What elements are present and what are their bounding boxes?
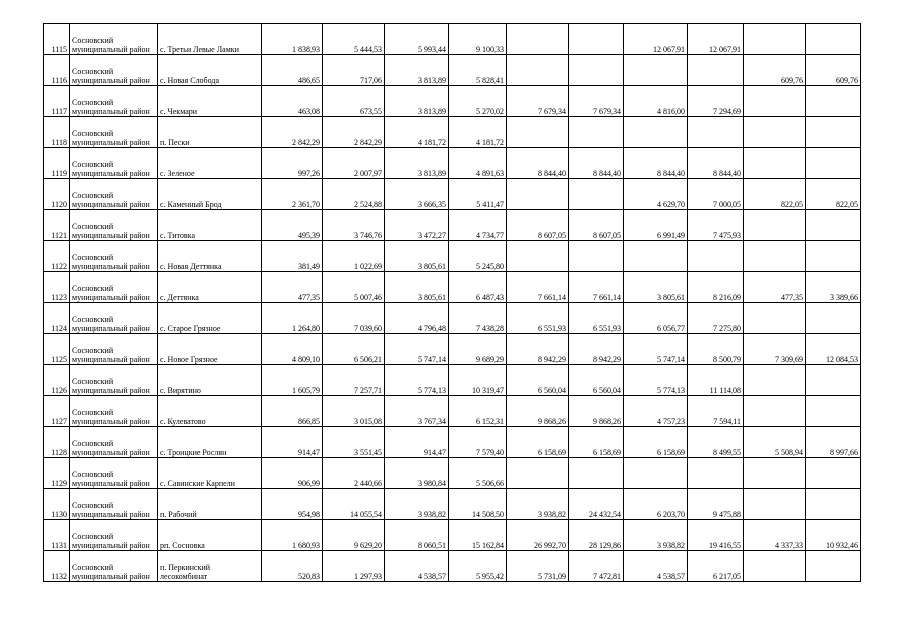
value-cell: 5 993,44: [385, 24, 449, 55]
value-cell: [744, 551, 806, 582]
value-cell: 8 216,09: [688, 272, 744, 303]
settlement-cell: с. Новая Слобода: [158, 55, 262, 86]
value-cell: [624, 55, 688, 86]
value-cell: 3 805,61: [624, 272, 688, 303]
settlement-cell: с. Новое Грязное: [158, 334, 262, 365]
value-cell: 3 813,89: [385, 148, 449, 179]
table-row: [44, 179, 861, 210]
district-cell: Сосновский муниципальный район: [70, 117, 158, 148]
value-cell: 4 181,72: [449, 117, 507, 148]
row-number: 1124: [44, 303, 70, 334]
table-row: [44, 520, 861, 551]
value-cell: 1 838,93: [262, 24, 323, 55]
tariff-table: [43, 23, 861, 582]
table-row: [44, 24, 861, 55]
value-cell: 28 129,86: [569, 520, 624, 551]
district-cell: Сосновский муниципальный район: [70, 303, 158, 334]
value-cell: 5 444,53: [323, 24, 385, 55]
value-cell: [744, 148, 806, 179]
value-cell: [806, 458, 861, 489]
value-cell: 6 217,05: [688, 551, 744, 582]
district-cell: Сосновский муниципальный район: [70, 489, 158, 520]
value-cell: 3 472,27: [385, 210, 449, 241]
value-cell: 8 500,79: [688, 334, 744, 365]
settlement-cell: п. Перкинский лесокомбинат: [158, 551, 262, 582]
table-row: [44, 55, 861, 86]
value-cell: [688, 117, 744, 148]
district-cell: Сосновский муниципальный район: [70, 148, 158, 179]
settlement-cell: с. Титовка: [158, 210, 262, 241]
value-cell: 10 319,47: [449, 365, 507, 396]
value-cell: 914,47: [385, 427, 449, 458]
settlement-cell: п. Пески: [158, 117, 262, 148]
value-cell: [507, 24, 569, 55]
value-cell: 5 774,13: [385, 365, 449, 396]
row-number: 1115: [44, 24, 70, 55]
row-number: 1129: [44, 458, 70, 489]
value-cell: [806, 303, 861, 334]
value-cell: 2 524,88: [323, 179, 385, 210]
settlement-cell: с. Каменный Брод: [158, 179, 262, 210]
value-cell: 3 938,82: [385, 489, 449, 520]
row-number: 1119: [44, 148, 70, 179]
tariff-table-sheet: [43, 23, 861, 582]
district-cell: Сосновский муниципальный район: [70, 551, 158, 582]
value-cell: [688, 55, 744, 86]
value-cell: 3 666,35: [385, 179, 449, 210]
value-cell: [744, 396, 806, 427]
value-cell: 15 162,84: [449, 520, 507, 551]
value-cell: 4 538,57: [385, 551, 449, 582]
value-cell: 8 844,40: [688, 148, 744, 179]
value-cell: 8 499,55: [688, 427, 744, 458]
value-cell: 5 506,66: [449, 458, 507, 489]
value-cell: 5 411,47: [449, 179, 507, 210]
value-cell: [806, 117, 861, 148]
district-cell: Сосновский муниципальный район: [70, 396, 158, 427]
value-cell: 7 579,40: [449, 427, 507, 458]
table-row: [44, 365, 861, 396]
value-cell: 4 891,63: [449, 148, 507, 179]
district-cell: Сосновский муниципальный район: [70, 179, 158, 210]
value-cell: [806, 86, 861, 117]
row-number: 1125: [44, 334, 70, 365]
settlement-cell: с. Третьи Левые Ламки: [158, 24, 262, 55]
value-cell: 4 796,48: [385, 303, 449, 334]
value-cell: [806, 241, 861, 272]
value-cell: 7 275,80: [688, 303, 744, 334]
value-cell: 6 560,04: [569, 365, 624, 396]
value-cell: 717,06: [323, 55, 385, 86]
table-row: [44, 148, 861, 179]
value-cell: 2 440,66: [323, 458, 385, 489]
value-cell: 4 337,33: [744, 520, 806, 551]
district-cell: Сосновский муниципальный район: [70, 272, 158, 303]
value-cell: 14 055,54: [323, 489, 385, 520]
value-cell: 486,65: [262, 55, 323, 86]
value-cell: 11 114,08: [688, 365, 744, 396]
value-cell: 9 689,29: [449, 334, 507, 365]
value-cell: [624, 458, 688, 489]
value-cell: 495,39: [262, 210, 323, 241]
value-cell: 3 938,82: [507, 489, 569, 520]
settlement-cell: с. Савинские Карпели: [158, 458, 262, 489]
value-cell: 3 813,89: [385, 55, 449, 86]
row-number: 1130: [44, 489, 70, 520]
value-cell: 5 747,14: [385, 334, 449, 365]
value-cell: 9 475,88: [688, 489, 744, 520]
district-cell: Сосновский муниципальный район: [70, 334, 158, 365]
value-cell: 997,26: [262, 148, 323, 179]
value-cell: 7 679,34: [507, 86, 569, 117]
value-cell: 6 158,69: [624, 427, 688, 458]
value-cell: 8 942,29: [507, 334, 569, 365]
table-row: [44, 334, 861, 365]
value-cell: [569, 458, 624, 489]
value-cell: 7 679,34: [569, 86, 624, 117]
table-row: [44, 427, 861, 458]
value-cell: 6 506,21: [323, 334, 385, 365]
district-cell: Сосновский муниципальный район: [70, 520, 158, 551]
value-cell: 6 551,93: [507, 303, 569, 334]
value-cell: 7 309,69: [744, 334, 806, 365]
value-cell: 477,35: [262, 272, 323, 303]
value-cell: [806, 365, 861, 396]
row-number: 1127: [44, 396, 70, 427]
settlement-cell: с. Вирятино: [158, 365, 262, 396]
table-row: [44, 458, 861, 489]
value-cell: 5 731,09: [507, 551, 569, 582]
value-cell: 4 809,10: [262, 334, 323, 365]
value-cell: 5 508,94: [744, 427, 806, 458]
row-number: 1116: [44, 55, 70, 86]
value-cell: [507, 179, 569, 210]
value-cell: 8 607,05: [507, 210, 569, 241]
table-row: [44, 210, 861, 241]
row-number: 1118: [44, 117, 70, 148]
value-cell: [744, 458, 806, 489]
value-cell: 9 868,26: [569, 396, 624, 427]
value-cell: 7 594,11: [688, 396, 744, 427]
value-cell: [806, 396, 861, 427]
value-cell: 10 932,46: [806, 520, 861, 551]
value-cell: 2 007,97: [323, 148, 385, 179]
settlement-cell: с. Зеленое: [158, 148, 262, 179]
value-cell: [507, 458, 569, 489]
value-cell: [806, 148, 861, 179]
settlement-cell: с. Деттянка: [158, 272, 262, 303]
value-cell: [569, 55, 624, 86]
settlement-cell: п. Рабочий: [158, 489, 262, 520]
value-cell: 9 868,26: [507, 396, 569, 427]
value-cell: [569, 241, 624, 272]
value-cell: [507, 117, 569, 148]
value-cell: 4 538,57: [624, 551, 688, 582]
value-cell: 3 805,61: [385, 241, 449, 272]
district-cell: Сосновский муниципальный район: [70, 24, 158, 55]
value-cell: 4 181,72: [385, 117, 449, 148]
row-number: 1117: [44, 86, 70, 117]
value-cell: 2 842,29: [262, 117, 323, 148]
district-cell: Сосновский муниципальный район: [70, 365, 158, 396]
value-cell: 5 270,02: [449, 86, 507, 117]
value-cell: 5 774,13: [624, 365, 688, 396]
table-row: [44, 117, 861, 148]
value-cell: 26 992,70: [507, 520, 569, 551]
settlement-cell: с. Новая Деттянка: [158, 241, 262, 272]
value-cell: 3 389,66: [806, 272, 861, 303]
value-cell: 906,99: [262, 458, 323, 489]
value-cell: 3 938,82: [624, 520, 688, 551]
value-cell: 477,35: [744, 272, 806, 303]
value-cell: 5 828,41: [449, 55, 507, 86]
value-cell: [744, 303, 806, 334]
row-number: 1131: [44, 520, 70, 551]
table-row: [44, 396, 861, 427]
value-cell: 6 203,70: [624, 489, 688, 520]
value-cell: 463,08: [262, 86, 323, 117]
value-cell: 3 980,84: [385, 458, 449, 489]
table-row: [44, 303, 861, 334]
value-cell: 822,05: [744, 179, 806, 210]
value-cell: 7 661,14: [569, 272, 624, 303]
value-cell: 5 955,42: [449, 551, 507, 582]
table-row: [44, 241, 861, 272]
value-cell: 3 551,45: [323, 427, 385, 458]
value-cell: [744, 489, 806, 520]
settlement-cell: с. Чекмари: [158, 86, 262, 117]
value-cell: 4 734,77: [449, 210, 507, 241]
value-cell: 6 158,69: [507, 427, 569, 458]
value-cell: 2 842,29: [323, 117, 385, 148]
value-cell: 609,76: [806, 55, 861, 86]
value-cell: [624, 117, 688, 148]
row-number: 1122: [44, 241, 70, 272]
value-cell: [806, 489, 861, 520]
value-cell: [744, 241, 806, 272]
table-row: [44, 489, 861, 520]
value-cell: 8 060,51: [385, 520, 449, 551]
value-cell: 6 991,49: [624, 210, 688, 241]
value-cell: 2 361,70: [262, 179, 323, 210]
value-cell: 5 747,14: [624, 334, 688, 365]
row-number: 1128: [44, 427, 70, 458]
value-cell: 6 487,43: [449, 272, 507, 303]
row-number: 1132: [44, 551, 70, 582]
value-cell: [569, 117, 624, 148]
value-cell: 9 100,33: [449, 24, 507, 55]
value-cell: 3 805,61: [385, 272, 449, 303]
value-cell: 7 661,14: [507, 272, 569, 303]
value-cell: [806, 551, 861, 582]
district-cell: Сосновский муниципальный район: [70, 427, 158, 458]
row-number: 1121: [44, 210, 70, 241]
value-cell: 6 152,31: [449, 396, 507, 427]
value-cell: 1 022,69: [323, 241, 385, 272]
value-cell: 8 997,66: [806, 427, 861, 458]
value-cell: 8 844,40: [507, 148, 569, 179]
value-cell: 3 015,08: [323, 396, 385, 427]
value-cell: [744, 365, 806, 396]
value-cell: 609,76: [744, 55, 806, 86]
table-row: [44, 272, 861, 303]
value-cell: 7 039,60: [323, 303, 385, 334]
value-cell: 24 432,54: [569, 489, 624, 520]
value-cell: 1 297,93: [323, 551, 385, 582]
district-cell: Сосновский муниципальный район: [70, 86, 158, 117]
value-cell: 4 629,70: [624, 179, 688, 210]
district-cell: Сосновский муниципальный район: [70, 458, 158, 489]
value-cell: 3 813,89: [385, 86, 449, 117]
value-cell: 1 264,80: [262, 303, 323, 334]
value-cell: 12 067,91: [688, 24, 744, 55]
district-cell: Сосновский муниципальный район: [70, 55, 158, 86]
value-cell: 7 475,93: [688, 210, 744, 241]
value-cell: 4 816,00: [624, 86, 688, 117]
value-cell: 381,49: [262, 241, 323, 272]
value-cell: 866,85: [262, 396, 323, 427]
row-number: 1120: [44, 179, 70, 210]
value-cell: 7 294,69: [688, 86, 744, 117]
table-row: [44, 86, 861, 117]
value-cell: 8 607,05: [569, 210, 624, 241]
value-cell: [744, 210, 806, 241]
value-cell: 6 560,04: [507, 365, 569, 396]
value-cell: 14 508,50: [449, 489, 507, 520]
row-number: 1123: [44, 272, 70, 303]
value-cell: 8 942,29: [569, 334, 624, 365]
settlement-cell: рп. Сосновка: [158, 520, 262, 551]
value-cell: 5 007,46: [323, 272, 385, 303]
row-number: 1126: [44, 365, 70, 396]
value-cell: 12 084,53: [806, 334, 861, 365]
value-cell: 8 844,40: [569, 148, 624, 179]
value-cell: 5 245,80: [449, 241, 507, 272]
value-cell: [806, 210, 861, 241]
value-cell: 6 056,77: [624, 303, 688, 334]
value-cell: [688, 241, 744, 272]
district-cell: Сосновский муниципальный район: [70, 241, 158, 272]
value-cell: [744, 86, 806, 117]
value-cell: [507, 55, 569, 86]
value-cell: 822,05: [806, 179, 861, 210]
value-cell: 673,55: [323, 86, 385, 117]
settlement-cell: с. Троицкие Рослян: [158, 427, 262, 458]
value-cell: 7 257,71: [323, 365, 385, 396]
value-cell: [507, 241, 569, 272]
value-cell: 3 746,76: [323, 210, 385, 241]
value-cell: 9 629,20: [323, 520, 385, 551]
value-cell: 3 767,34: [385, 396, 449, 427]
value-cell: 7 472,81: [569, 551, 624, 582]
value-cell: [624, 241, 688, 272]
value-cell: 520,83: [262, 551, 323, 582]
value-cell: 954,98: [262, 489, 323, 520]
value-cell: [688, 458, 744, 489]
value-cell: [569, 24, 624, 55]
settlement-cell: с. Старое Грязное: [158, 303, 262, 334]
value-cell: 6 158,69: [569, 427, 624, 458]
value-cell: [806, 24, 861, 55]
value-cell: 19 416,55: [688, 520, 744, 551]
value-cell: [744, 24, 806, 55]
table-row: [44, 551, 861, 582]
value-cell: 8 844,40: [624, 148, 688, 179]
value-cell: [569, 179, 624, 210]
value-cell: 12 067,91: [624, 24, 688, 55]
value-cell: 4 757,23: [624, 396, 688, 427]
value-cell: 6 551,93: [569, 303, 624, 334]
value-cell: 914,47: [262, 427, 323, 458]
settlement-cell: с. Кулеватово: [158, 396, 262, 427]
value-cell: 1 605,79: [262, 365, 323, 396]
value-cell: 1 680,93: [262, 520, 323, 551]
table-body: [44, 24, 861, 582]
value-cell: [744, 117, 806, 148]
value-cell: 7 438,28: [449, 303, 507, 334]
value-cell: 7 000,05: [688, 179, 744, 210]
district-cell: Сосновский муниципальный район: [70, 210, 158, 241]
